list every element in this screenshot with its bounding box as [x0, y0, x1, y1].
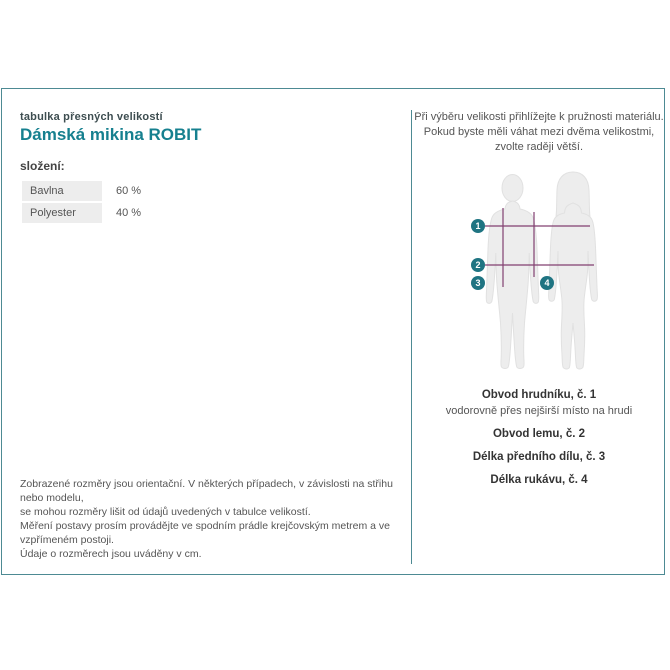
- right-column: [412, 89, 666, 574]
- measurement-label-3: Délka předního dílu, č. 3: [472, 451, 606, 463]
- composition-row: [22, 181, 141, 201]
- marker-2-number: 2: [474, 260, 481, 271]
- male-silhouette: [486, 175, 539, 369]
- material-percentage: 40 %: [116, 207, 142, 219]
- disclaimer-line: Měření postavy prosím provádějte ve spodním prádle krejčovským metrem a ve vzpřímeném postoji.: [20, 520, 390, 546]
- marker-1: [471, 219, 485, 233]
- panel-eyebrow: tabulka přesných velikostí: [20, 111, 163, 123]
- material-percentage: 60 %: [116, 185, 142, 197]
- marker-4: [540, 276, 554, 290]
- sizing-advice-line: Při výběru velikosti přihlížejte k pružnosti materiálu.: [414, 111, 664, 123]
- sizing-advice-line: zvolte raději větší.: [494, 141, 584, 153]
- marker-4-number: 4: [543, 278, 550, 289]
- size-chart-panel: [1, 88, 665, 575]
- marker-1-number: 1: [474, 221, 481, 232]
- measurement-note-1: vodorovně přes nejširší místo na hrudi: [445, 405, 633, 417]
- disclaimer-text: [20, 477, 411, 561]
- disclaimer-line: Zobrazené rozměry jsou orientační. V některých případech, v závislosti na střihu nebo modelu,: [20, 478, 393, 504]
- composition-heading: složení:: [20, 159, 65, 173]
- marker-3-number: 3: [474, 278, 481, 289]
- left-column: [2, 89, 411, 574]
- marker-2: [471, 258, 485, 272]
- disclaimer-line: se mohou rozměry lišit od údajů uvedených v tabulce velikostí.: [20, 506, 311, 518]
- body-silhouettes-figure: [457, 163, 622, 373]
- measurement-legend: [412, 389, 666, 486]
- measurement-label-2: Obvod lemu, č. 2: [492, 428, 586, 440]
- sizing-advice-line: Pokud byste měli váhat mezi dvěma velikostmi,: [423, 126, 655, 138]
- measurement-label-1: Obvod hrudníku, č. 1: [481, 389, 597, 401]
- sizing-advice: [412, 110, 666, 155]
- composition-row: [22, 203, 141, 223]
- material-name: Polyester: [22, 203, 102, 223]
- measurement-diagram: [412, 163, 666, 378]
- disclaimer-line: Údaje o rozměrech jsou uváděny v cm.: [20, 548, 202, 560]
- marker-3: [471, 276, 485, 290]
- measurement-label-4: Délka rukávu, č. 4: [490, 474, 588, 486]
- product-title: Dámská mikina ROBIT: [20, 125, 202, 144]
- material-name: Bavlna: [22, 181, 102, 201]
- composition-table: [22, 181, 141, 225]
- female-silhouette: [548, 172, 597, 369]
